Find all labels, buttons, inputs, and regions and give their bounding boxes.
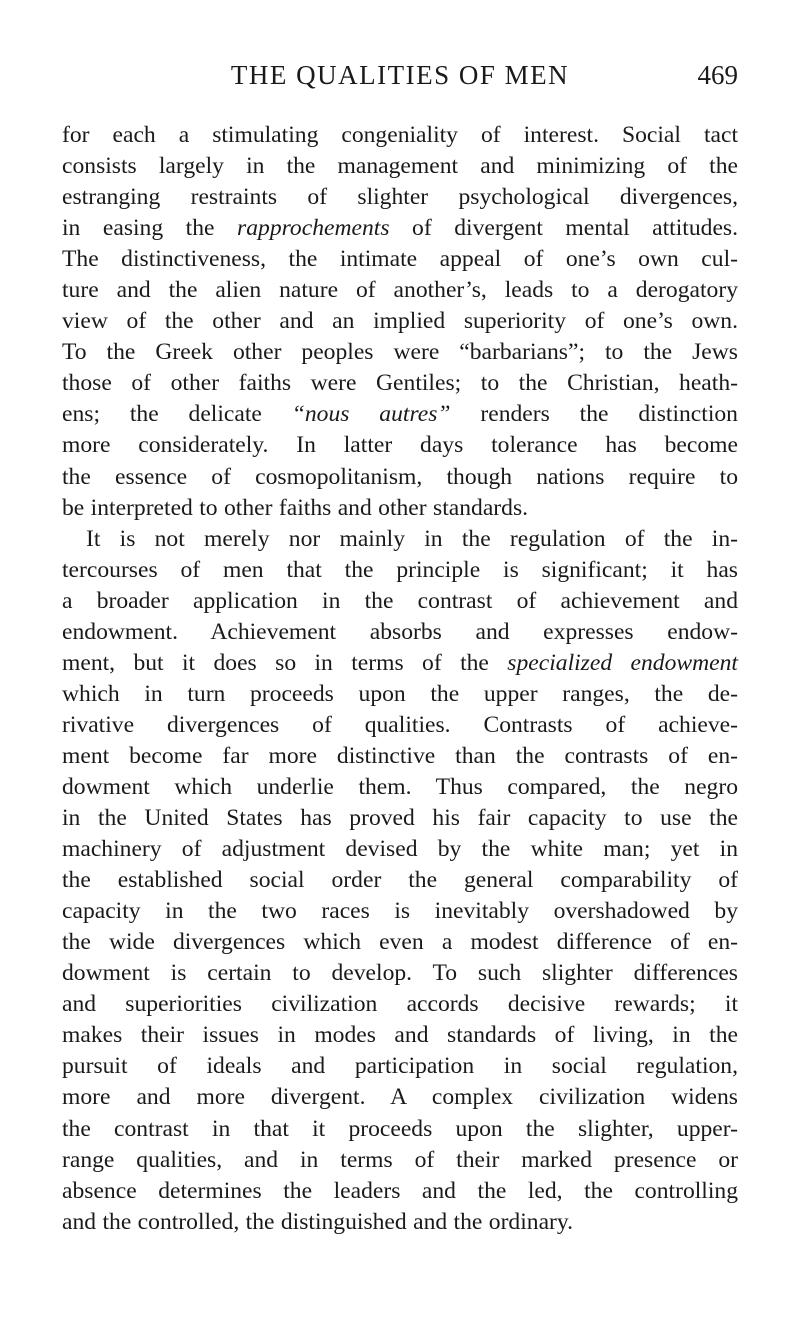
page-number: 469 — [697, 60, 738, 90]
text-line: It is not merely nor mainly in the regulation of the in- — [86, 525, 738, 552]
text-line: range qualities, and in terms of their marked presence or — [62, 1146, 738, 1173]
italic-phrase: specialized endowment — [507, 649, 738, 676]
text-line: and the controlled, the distinguished and the ordinary. — [62, 1208, 574, 1235]
text-line: ture and the alien nature of another’s, leads to a derogatory — [62, 277, 738, 304]
text-line: rivative divergences of qualities. Contrasts of achieve- — [62, 711, 738, 738]
text-line: absence determines the leaders and the led, the controlling — [62, 1177, 738, 1204]
text-line: the essence of cosmopolitanism, though nations require to — [62, 463, 738, 490]
text-line: The distinctiveness, the intimate appeal of one’s own cul- — [62, 246, 738, 273]
text-line: dowment is certain to develop. To such slighter differences — [62, 960, 738, 987]
text-line: To the Greek other peoples were “barbarians”; to the Jews — [62, 339, 738, 366]
text-line: in easing the rapprochements of divergent mental attitudes. — [62, 215, 738, 242]
text-line: dowment which underlie them. Thus compared, the negro — [62, 773, 738, 800]
text-line: tercourses of men that the principle is significant; it has — [62, 556, 738, 583]
text-line: consists largely in the management and minimizing of the — [62, 153, 738, 180]
page-header — [62, 60, 738, 100]
text-line: which in turn proceeds upon the upper ranges, the de- — [62, 680, 738, 707]
text-line: the wide divergences which even a modest difference of en- — [62, 929, 738, 956]
text-line: be interpreted to other faiths and other standards. — [62, 494, 529, 521]
text-line: estranging restraints of slighter psychological divergences, — [62, 184, 738, 211]
text-line: endowment. Achievement absorbs and expresses endow- — [62, 618, 738, 645]
text-line: view of the other and an implied superiority of one’s own. — [62, 308, 738, 335]
text-line: more considerately. In latter days tolerance has become — [62, 432, 738, 459]
text-line: ment become far more distinctive than the contrasts of en- — [62, 742, 738, 769]
text-line: more and more divergent. A complex civilization widens — [62, 1084, 738, 1111]
text-line: ment, but it does so in terms of the specialized endowment — [62, 649, 738, 676]
body-text — [62, 120, 738, 1238]
text-line: the contrast in that it proceeds upon the slighter, upper- — [62, 1115, 738, 1142]
italic-phrase: “nous autres” — [291, 401, 451, 428]
text-line: pursuit of ideals and participation in social regulation, — [62, 1053, 738, 1080]
text-line: those of other faiths were Gentiles; to the Christian, heath- — [62, 370, 738, 397]
text-line: makes their issues in modes and standards of living, in the — [62, 1022, 738, 1049]
text-line: ens; the delicate “nous autres” renders the distinction — [62, 401, 738, 428]
italic-phrase: rapprochements — [237, 215, 390, 242]
text-line: for each a stimulating congeniality of interest. Social tact — [62, 122, 738, 148]
text-line: in the United States has proved his fair capacity to use the — [62, 805, 738, 832]
text-line: capacity in the two races is inevitably overshadowed by — [62, 898, 738, 925]
text-line: machinery of adjustment devised by the white man; yet in — [62, 836, 738, 863]
running-head: THE QUALITIES OF MEN — [230, 60, 570, 90]
text-line: the established social order the general comparability of — [62, 867, 738, 894]
text-line: and superiorities civilization accords decisive rewards; it — [62, 991, 738, 1018]
text-line: a broader application in the contrast of achievement and — [62, 587, 738, 614]
